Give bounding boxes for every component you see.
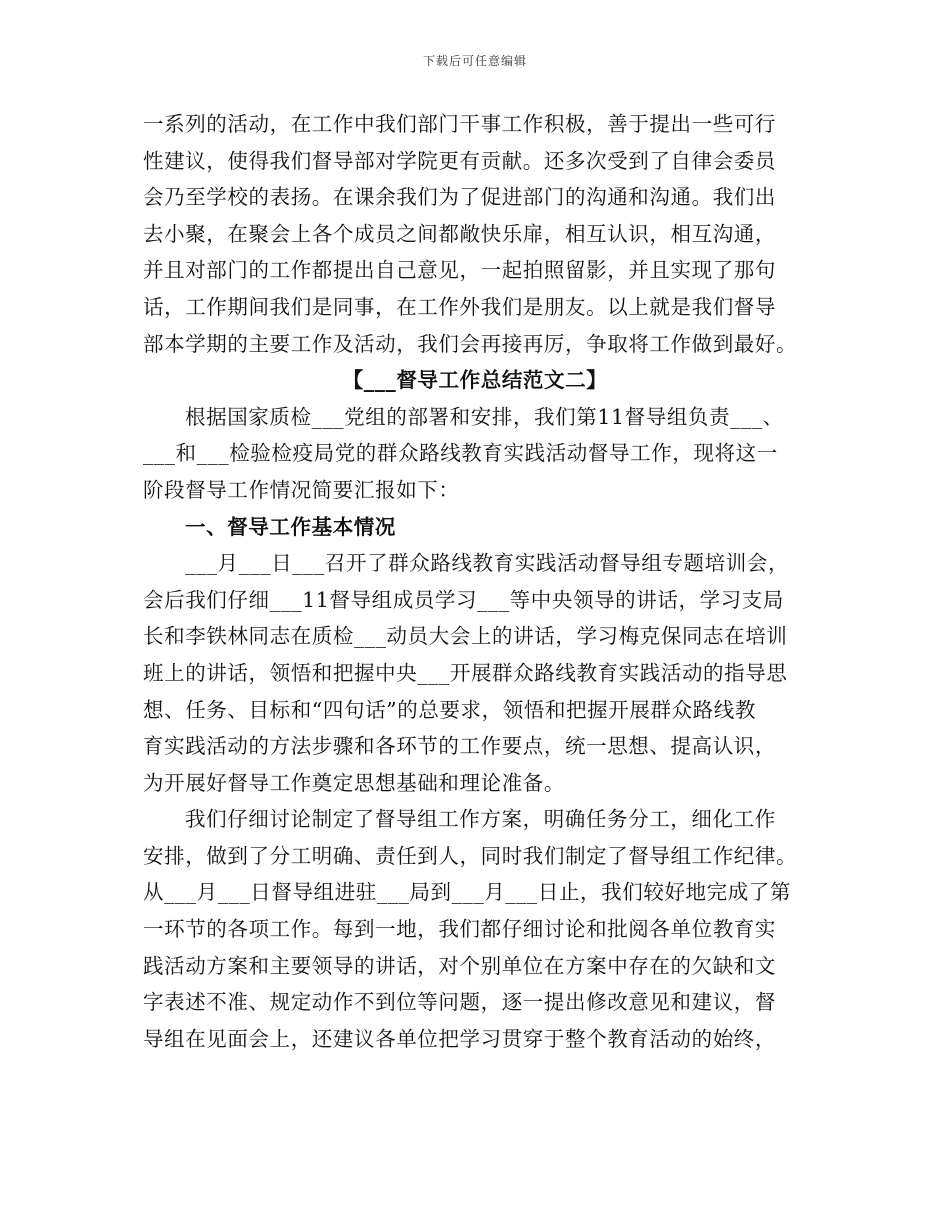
paragraph-line: 一环节的各项工作。每到一地，我们都仔细讨论和批阅各单位教育实	[143, 917, 776, 942]
paragraph-line: 想、任务、目标和“四句话”的总要求，领悟和把握开展群众路线教	[143, 697, 756, 722]
paragraph-line: 并且对部门的工作都提出自己意见，一起拍照留影，并且实现了那句	[143, 258, 776, 283]
paragraph-line: 我们仔细讨论制定了督导组工作方案，明确任务分工，细化工作	[185, 807, 776, 832]
paragraph-line: 会乃至学校的表扬。在课余我们为了促进部门的沟通和沟通。我们出	[143, 185, 776, 210]
section-heading: 一、督导工作基本情况	[185, 514, 396, 539]
paragraph-line: 部本学期的主要工作及活动，我们会再接再厉，争取将工作做到最好。	[143, 331, 798, 356]
document-body	[143, 106, 807, 1057]
paragraph-line: ___月___日___召开了群众路线教育实践活动督导组专题培训会，	[185, 551, 790, 576]
paragraph-line: 性建议，使得我们督导部对学院更有贡献。还多次受到了自律会委员	[143, 148, 776, 173]
paragraph-line: 一系列的活动，在工作中我们部门干事工作积极，善于提出一些可行	[143, 112, 776, 136]
paragraph-line: ___和___检验检疫局党的群众路线教育实践活动督导工作，现将这一	[143, 441, 778, 466]
paragraph-line: 从___月___日督导组进驻___局到___月___日止，我们较好地完成了第	[143, 880, 792, 905]
paragraph-line: 长和李铁林同志在质检___动员大会上的讲话，学习梅克保同志在培训	[143, 624, 788, 649]
paragraph-line: 根据国家质检___党组的部署和安排，我们第11督导组负责___、	[185, 404, 784, 429]
paragraph-line: 导组在见面会上，还建议各单位把学习贯穿于整个教育活动的始终，	[143, 1026, 776, 1051]
paragraph-line: 为开展好督导工作奠定思想基础和理论准备。	[143, 770, 565, 795]
paragraph-line: 去小聚，在聚会上各个成员之间都敞快乐扉，相互认识，相互沟通，	[143, 221, 776, 246]
section-title: 【___督导工作总结范文二】	[342, 368, 608, 393]
paragraph-line: 践活动方案和主要领导的讲话，对个别单位在方案中存在的欠缺和文	[143, 953, 776, 978]
paragraph-line: 话，工作期间我们是同事，在工作外我们是朋友。以上就是我们督导	[143, 294, 776, 319]
paragraph-line: 字表述不准、规定动作不到位等问题，逐一提出修改意见和建议，督	[143, 990, 776, 1015]
paragraph-line: 育实践活动的方法步骤和各环节的工作要点，统一思想、提高认识，	[143, 734, 776, 759]
paragraph-line: 安排，做到了分工明确、责任到人，同时我们制定了督导组工作纪律。	[143, 843, 798, 868]
paragraph-line: 会后我们仔细___11督导组成员学习___等中央领导的讲话，学习支局	[143, 587, 784, 612]
paragraph-line: 阶段督导工作情况简要汇报如下：	[143, 477, 460, 502]
paragraph-line: 班上的讲话，领悟和把握中央___开展群众路线教育实践活动的指导思	[143, 660, 788, 685]
page-header: 下载后可任意编辑	[422, 54, 527, 68]
